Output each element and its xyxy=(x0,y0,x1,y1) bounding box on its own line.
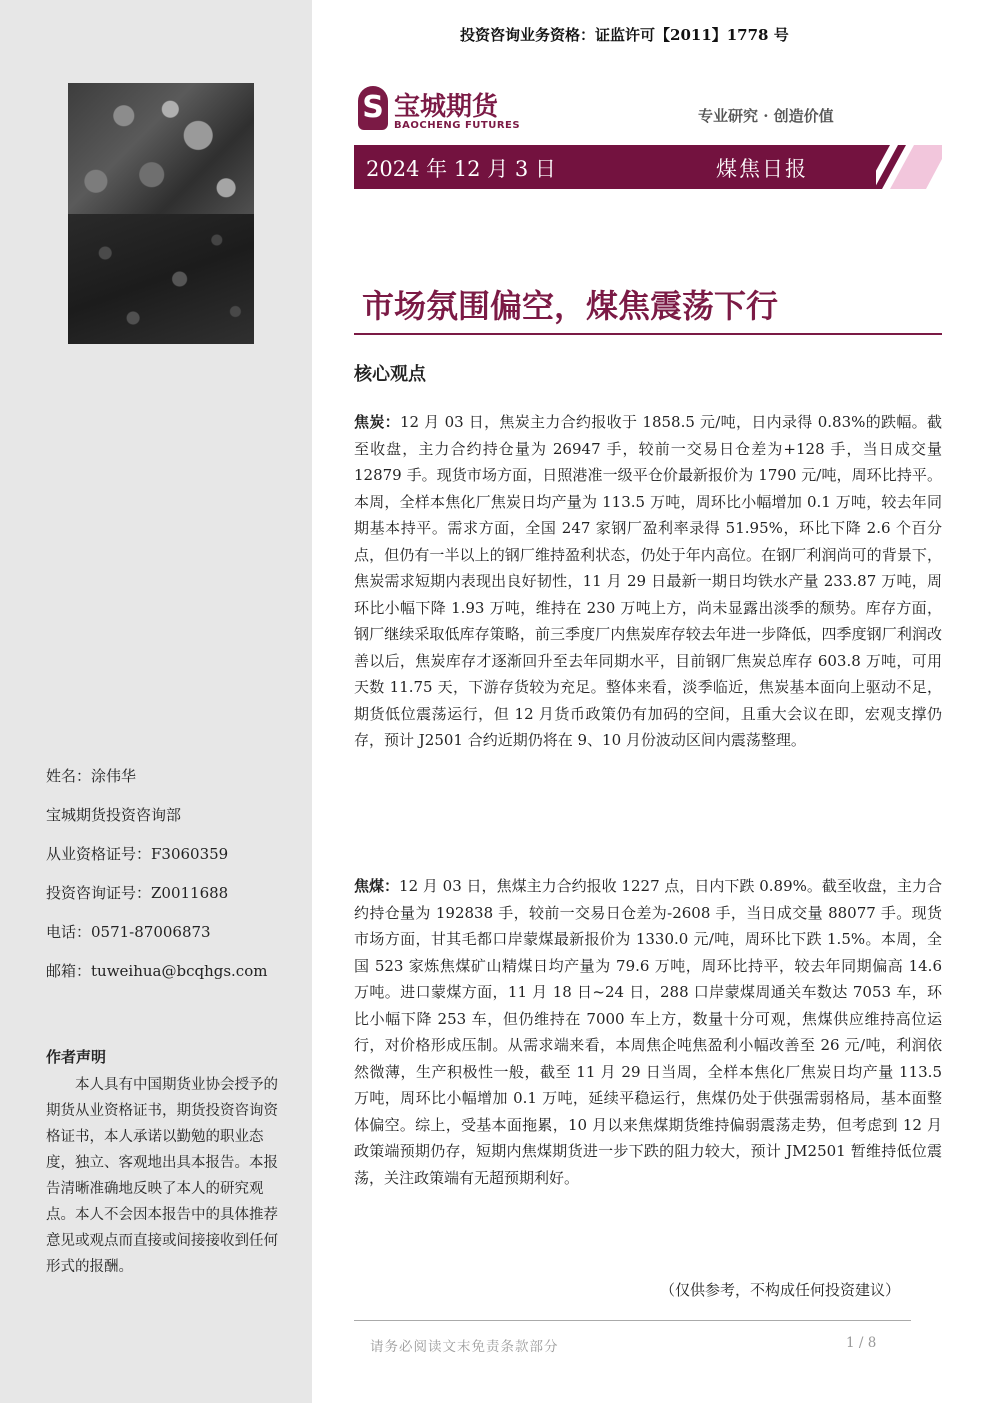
logo-mark-icon: S xyxy=(358,86,388,130)
coke-lead: 焦炭： xyxy=(354,413,400,431)
report-date: 2024 年 12 月 3 日 xyxy=(366,157,556,181)
coal-text: 12 月 03 日，焦煤主力合约报收 1227 点，日内下跌 0.89%。截至收盘，主力合约持仓量为 192838 手，较前一交易日仓差为-2608 手，当日成交量 88077 手。现货市场方面，甘其毛都口岸蒙煤最新报价为 1330.0 元/吨，周环比下跌 1.5%。本周，全国 523 家炼焦煤矿山精煤日均产量为 79.6 万吨，周环比持平，较去年同期偏高 14.6 万吨。进口蒙煤方面，11 月 18 日~24 日，288 口岸蒙煤周通关车数达 7053 车，环比小幅下降 253 车，但仍维持在 7000 车上方，数量十分可观，焦煤供应维持高位运行，对价格形成压制。从需求端来看，本周焦企吨焦盈利小幅改善至 26 元/吨，利润依然微薄，生产积极性一般，截至 11 月 29 日当周，全样本焦化厂焦炭日均产量 113.5 万吨，周环比小幅增加 0.1 万吨，延续平稳运行，焦煤仍处于供强需弱格局，基本面整体偏空。综上，受基本面拖累，10 月以来焦煤期货维持偏弱震荡走势，但考虑到 12 月政策端预期仍存，短期内焦煤期货进一步下跌的阻力较大，预计 JM2501 暂维持低位震荡，关注政策端有无超预期利好。 xyxy=(354,877,942,1187)
analyst-email[interactable]: 邮箱：tuweihua@bcqhgs.com xyxy=(46,962,268,980)
coke-text: 12 月 03 日，焦炭主力合约报收于 1858.5 元/吨，日内录得 0.83%的跌幅。截至收盘，主力合约持仓量为 26947 手，较前一交易日仓差为+128 手，当日成交量 12879 手。现货市场方面，日照港准一级平仓价最新报价为 1790 元/吨，周环比持平。本周，全样本焦化厂焦炭日均产量为 113.5 万吨，周环比小幅增加 0.1 万吨，较去年同期基本持平。需求方面，全国 247 家钢厂盈利率录得 51.95%，环比下降 2.6 个百分点，但仍有一半以上的钢厂维持盈利状态，仍处于年内高位。在钢厂利润尚可的背景下，焦炭需求短期内表现出良好韧性，11 月 29 日最新一期日均铁水产量 233.87 万吨，周环比小幅下降 1.93 万吨，维持在 230 万吨上方，尚未显露出淡季的颓势。库存方面，钢厂继续采取低库存策略，前三季度厂内焦炭库存较去年进一步降低，四季度钢厂利润改善以后，焦炭库存才逐渐回升至去年同期水平，目前钢厂焦炭总库存 603.8 万吨，可用天数 11.75 天，下游存货较为充足。整体来看，淡季临近，焦炭基本面向上驱动不足，期货低位震荡运行，但 12 月货币政策仍有加码的空间，且重大会议在即，宏观支撑仍存，预计 J2501 合约近期仍将在 9、10 月份波动区间内震荡整理。 xyxy=(354,413,942,749)
coke-paragraph xyxy=(354,409,942,754)
title-divider xyxy=(354,333,942,335)
disclaimer: （仅供参考，不构成任何投资建议） xyxy=(660,1281,901,1299)
section-title: 核心观点 xyxy=(354,364,426,385)
coking-coal-paragraph xyxy=(354,873,942,1191)
logo-chinese-name: 宝城期货 xyxy=(394,92,499,122)
slogan: 专业研究 · 创造价值 xyxy=(698,107,834,125)
page-number: 1 / 8 xyxy=(846,1335,877,1351)
coal-lead: 焦煤： xyxy=(354,877,400,895)
analyst-name: 姓名：涂伟华 xyxy=(46,767,137,785)
report-title: 市场氛围偏空，煤焦震荡下行 xyxy=(362,287,779,325)
coal-photo-bottom xyxy=(68,214,254,344)
author-statement-title: 作者声明 xyxy=(46,1048,107,1066)
sidebar xyxy=(0,0,312,1403)
analyst-phone: 电话：0571-87006873 xyxy=(46,923,211,941)
qualification-line: 投资咨询业务资格：证监许可【2011】1778 号 xyxy=(460,26,789,44)
analyst-consulting-no: 投资咨询证号：Z0011688 xyxy=(46,884,229,902)
header-banner xyxy=(354,145,876,189)
footer-notice: 请务必阅读文末免责条款部分 xyxy=(370,1339,559,1355)
author-statement-text: 本人具有中国期货业协会授予的期货从业资格证书，期货投资咨询资格证书，本人承诺以勤勉的职业态度，独立、客观地出具本报告。本报告清晰准确地反映了本人的研究观点。本人不会因本报告中的具体推荐意见或观点而直接或间接接收到任何形式的报酬。 xyxy=(46,1077,278,1275)
analyst-department: 宝城期货投资咨询部 xyxy=(46,806,182,824)
coal-photo-top xyxy=(68,83,254,214)
analyst-qualification-no: 从业资格证号：F3060359 xyxy=(46,845,229,863)
logo-english-name: BAOCHENG FUTURES xyxy=(394,120,521,131)
banner-stripes xyxy=(860,145,942,189)
footer-divider xyxy=(354,1320,911,1321)
analyst-contact xyxy=(46,766,267,1000)
report-type: 煤焦日报 xyxy=(716,157,808,181)
